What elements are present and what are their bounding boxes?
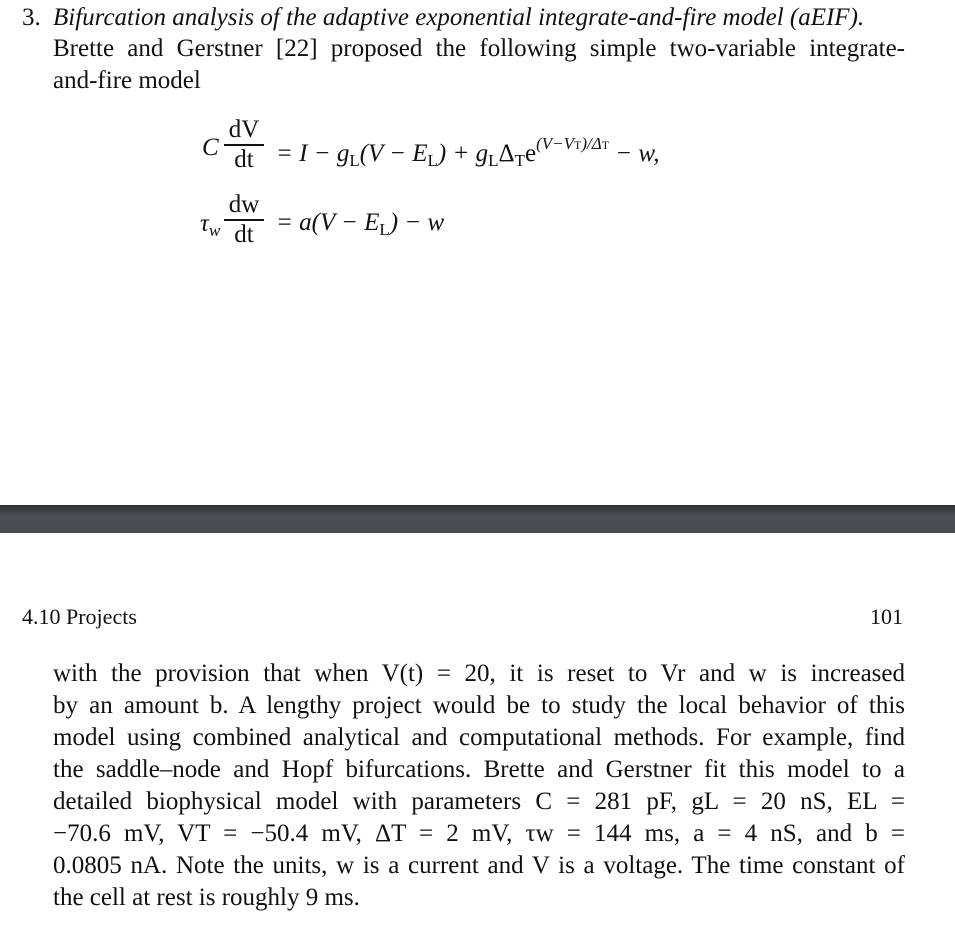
- eq2-numerator: dw: [228, 191, 260, 218]
- eq1-rhs: = $I - g_L(V - E_L) + g_L\Delta_Te^{(V-VT)/\Delta T} - w$,: [276, 134, 660, 170]
- page-number: 101: [870, 604, 903, 629]
- eq2-denominator: dt: [234, 220, 254, 248]
- problem-number: 3.: [22, 4, 41, 31]
- body-line: detailed biophysical model with parameters C = 281 pF, gL = 20 nS, EL =: [53, 788, 905, 815]
- body-line: the saddle–node and Hopf bifurcations. Brette and Gerstner fit this model to a: [53, 756, 905, 783]
- intro-line: Brette and Gerstner [22] proposed the following simple two-variable integrate-: [53, 35, 905, 62]
- body-paragraph: [53, 658, 905, 914]
- intro-line: and-fire model: [53, 67, 201, 94]
- body-line: 0.0805 nA. Note the units, w is a current and V is a voltage. The time constant of: [53, 852, 905, 879]
- eq1-coefficient: C: [202, 134, 219, 161]
- eq1-numerator: dV: [228, 116, 260, 143]
- body-line: −70.6 mV, VT = −50.4 mV, ΔT = 2 mV, τw = 144 ms, a = 4 nS, and b =: [53, 820, 905, 847]
- eq1-fraction: [224, 116, 264, 174]
- body-line: with the provision that when V(t) = 20, it is reset to Vr and w is increased: [53, 660, 905, 687]
- eq2-coefficient: $\tau_w$: [200, 210, 221, 240]
- body-line: model using combined analytical and computational methods. For example, find: [53, 724, 905, 751]
- eq2-rhs: = $a(V - E_L) - w$: [276, 209, 445, 239]
- problem-title: Bifurcation analysis of the adaptive exponential integrate-and-fire model (aEIF).: [53, 4, 865, 31]
- running-head: 4.10 Projects: [22, 604, 137, 629]
- page-divider: [0, 505, 955, 533]
- eq1-denominator: dt: [234, 145, 254, 173]
- eq2-fraction: [224, 191, 264, 249]
- body-line: by an amount b. A lengthy project would be to study the local behavior of this: [53, 692, 905, 719]
- body-line: the cell at rest is roughly 9 ms.: [53, 884, 360, 911]
